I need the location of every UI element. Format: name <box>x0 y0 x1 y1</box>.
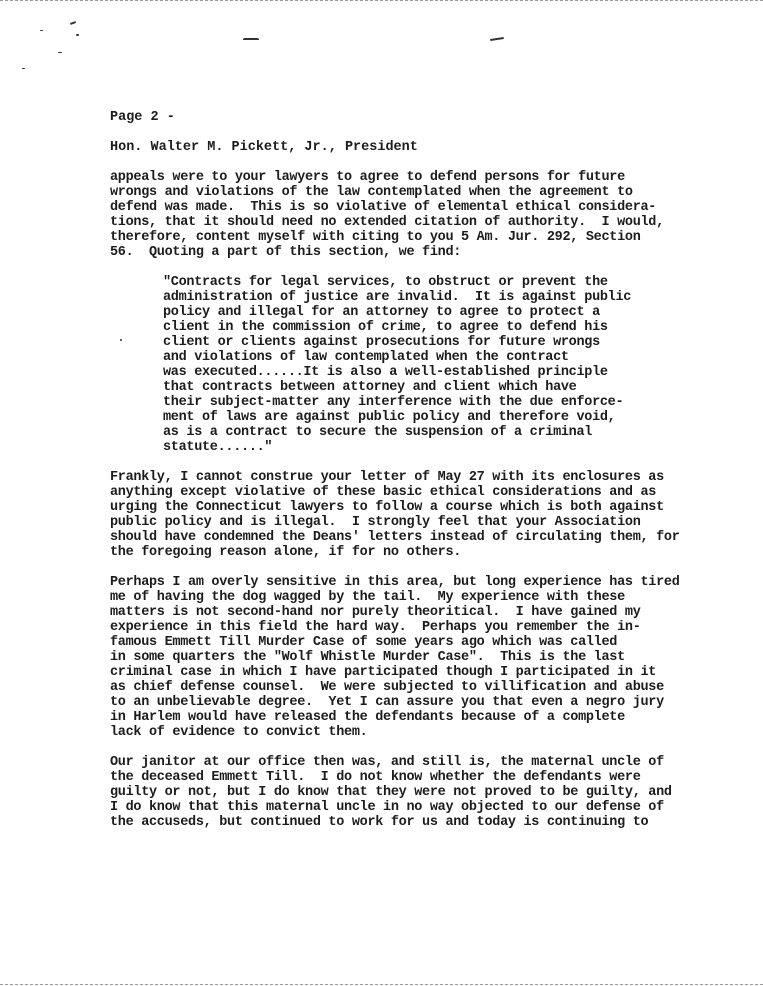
body-line: appeals were to your lawyers to agree to defend persons for future <box>110 170 625 185</box>
scan-mark <box>58 52 62 53</box>
body-line: anything except violative of these basic ethical considerations and as <box>110 485 657 500</box>
body-line: experience in this field the hard way. Perhaps you remember the in- <box>110 620 641 635</box>
body-line: Perhaps I am overly sensitive in this area, but long experience has tired <box>110 575 680 590</box>
quote-line: client or clients against prosecutions for future wrongs <box>163 335 600 350</box>
body-line: lack of evidence to convict them. <box>110 725 368 740</box>
body-line: famous Emmett Till Murder Case of some years ago which was called <box>110 635 618 650</box>
body-line: should have condemned the Deans' letters instead of circulating them, for <box>110 530 680 545</box>
body-line: 56. Quoting a part of this section, we find: <box>110 245 462 260</box>
body-line: urging the Connecticut lawyers to follow a course which is both against <box>110 500 664 515</box>
scan-mark <box>243 38 259 40</box>
quote-line: their subject-matter any interference with the due enforce- <box>163 395 624 410</box>
body-line: wrongs and violations of the law contemplated when the agreement to <box>110 185 633 200</box>
body-line: tions, that it should need no extended citation of authority. I would, <box>110 215 664 230</box>
quote-line: administration of justice are invalid. It is against public <box>163 290 632 305</box>
quote-line: was executed......It is also a well-established principle <box>163 365 608 380</box>
quote-line: client in the commission of crime, to agree to defend his <box>163 320 608 335</box>
quote-line: that contracts between attorney and client which have <box>163 380 577 395</box>
body-line: as chief defense counsel. We were subjected to villification and abuse <box>110 680 664 695</box>
body-line: defend was made. This is so violative of elemental ethical considera- <box>110 200 657 215</box>
scan-mark <box>76 34 79 36</box>
body-line: guilty or not, but I do know that they were not proved to be guilty, and <box>110 785 672 800</box>
body-line: to an unbelievable degree. Yet I can assure you that even a negro jury <box>110 695 664 710</box>
scan-mark <box>22 68 25 69</box>
quote-line: "Contracts for legal services, to obstruct or prevent the <box>163 275 608 290</box>
page-bottom-edge <box>0 984 763 985</box>
addressee-line: Hon. Walter M. Pickett, Jr., President <box>110 140 418 155</box>
body-line: me of having the dog wagged by the tail. My experience with these <box>110 590 625 605</box>
scan-mark <box>490 37 504 41</box>
body-line: therefore, content myself with citing to you 5 Am. Jur. 292, Section <box>110 230 641 245</box>
quote-line: statute......" <box>163 440 273 455</box>
body-line: in Harlem would have released the defendants because of a complete <box>110 710 625 725</box>
body-line: the foregoing reason alone, if for no others. <box>110 545 462 560</box>
body-line: Frankly, I cannot construe your letter of May 27 with its enclosures as <box>110 470 664 485</box>
scan-mark <box>120 339 122 341</box>
body-line: I do know that this maternal uncle in no way objected to our defense of <box>110 800 664 815</box>
body-line: the accuseds, but continued to work for us and today is continuing to <box>110 815 649 830</box>
body-line: in some quarters the "Wolf Whistle Murder Case". This is the last <box>110 650 625 665</box>
body-line: the deceased Emmett Till. I do not know whether the defendants were <box>110 770 641 785</box>
scan-mark <box>70 21 76 25</box>
body-line: criminal case in which I have participated though I participated in it <box>110 665 657 680</box>
page-top-edge <box>0 0 763 1</box>
body-line: matters is not second-hand nor purely theoritical. I have gained my <box>110 605 641 620</box>
quote-line: ment of laws are against public policy and therefore void, <box>163 410 616 425</box>
scan-mark <box>40 30 43 31</box>
body-line: public policy and is illegal. I strongly feel that your Association <box>110 515 641 530</box>
page-label: Page 2 - <box>110 110 175 125</box>
quote-line: policy and illegal for an attorney to agree to protect a <box>163 305 600 320</box>
quote-line: as is a contract to secure the suspension of a criminal <box>163 425 593 440</box>
body-line: Our janitor at our office then was, and still is, the maternal uncle of <box>110 755 664 770</box>
quote-line: and violations of law contemplated when the contract <box>163 350 569 365</box>
